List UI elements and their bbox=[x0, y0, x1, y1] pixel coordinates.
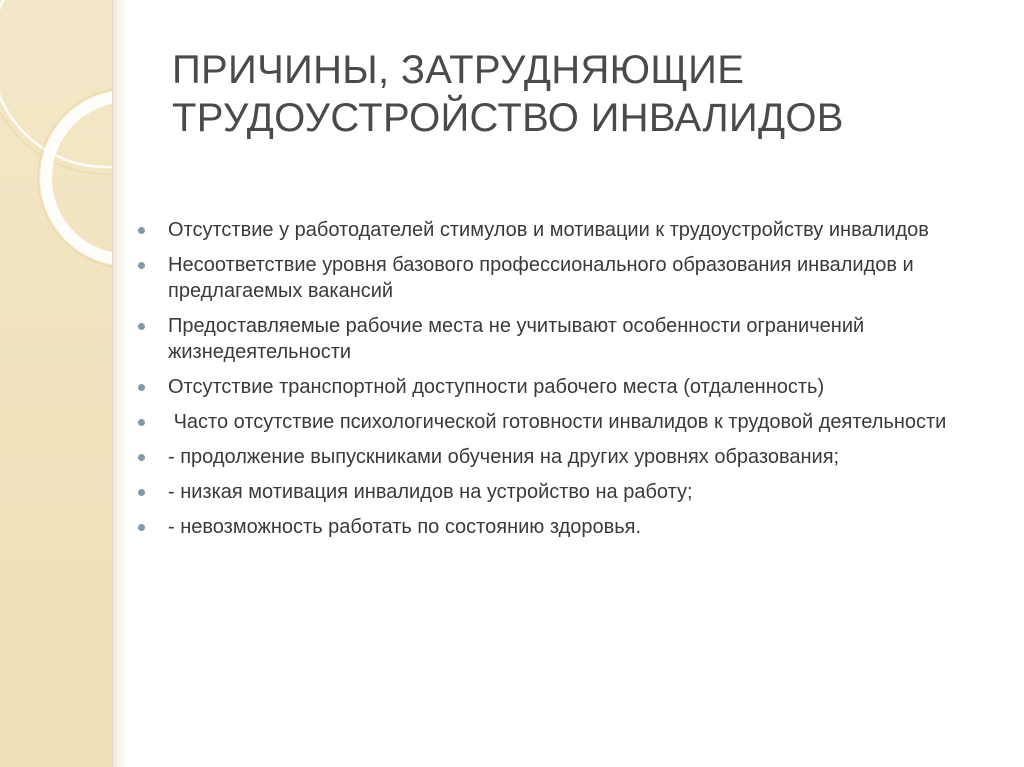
decorative-rings bbox=[0, 0, 112, 767]
slide-title-line-1: ПРИЧИНЫ, ЗАТРУДНЯЮЩИЕ bbox=[172, 48, 745, 92]
bullet-text: Несоответствие уровня базового профессионального образования инвалидов и предлагаемых вакансий bbox=[168, 254, 920, 302]
bullet-dot-icon bbox=[138, 419, 145, 426]
bullet-item bbox=[133, 444, 1023, 470]
bullet-item bbox=[133, 252, 1023, 304]
bullet-dot-icon bbox=[138, 384, 145, 391]
bullet-dot-icon bbox=[138, 262, 145, 269]
bullet-item bbox=[133, 217, 1023, 243]
decorative-sidebar bbox=[0, 0, 113, 767]
bullet-text: - низкая мотивация инвалидов на устройство на работу; bbox=[168, 481, 693, 503]
bullet-text: Отсутствие у работодателей стимулов и мотивации к трудоустройству инвалидов bbox=[168, 219, 929, 241]
bullet-item bbox=[133, 374, 1023, 400]
sidebar-shadow bbox=[112, 0, 126, 767]
bullet-dot-icon bbox=[138, 323, 145, 330]
bullet-text: Отсутствие транспортной доступности рабочего места (отдаленность) bbox=[168, 376, 825, 398]
bullet-list bbox=[133, 217, 1023, 549]
bullet-text: Часто отсутствие психологической готовности инвалидов к трудовой деятельности bbox=[168, 411, 947, 433]
slide-title bbox=[172, 46, 972, 142]
bullet-dot-icon bbox=[138, 524, 145, 531]
bullet-item bbox=[133, 409, 1023, 435]
bullet-text: Предоставляемые рабочие места не учитывают особенности ограничений жизнедеятельности bbox=[168, 315, 870, 363]
bullet-text: - продолжение выпускниками обучения на других уровнях образования; bbox=[168, 446, 840, 468]
bullet-text: - невозможность работать по состоянию здоровья. bbox=[168, 516, 642, 538]
bullet-dot-icon bbox=[138, 227, 145, 234]
bullet-item bbox=[133, 479, 1023, 505]
bullet-dot-icon bbox=[138, 454, 145, 461]
slide-title-line-2: ТРУДОУСТРОЙСТВО ИНВАЛИДОВ bbox=[172, 96, 844, 140]
bullet-item bbox=[133, 514, 1023, 540]
bullet-dot-icon bbox=[138, 489, 145, 496]
bullet-item bbox=[133, 313, 1023, 365]
